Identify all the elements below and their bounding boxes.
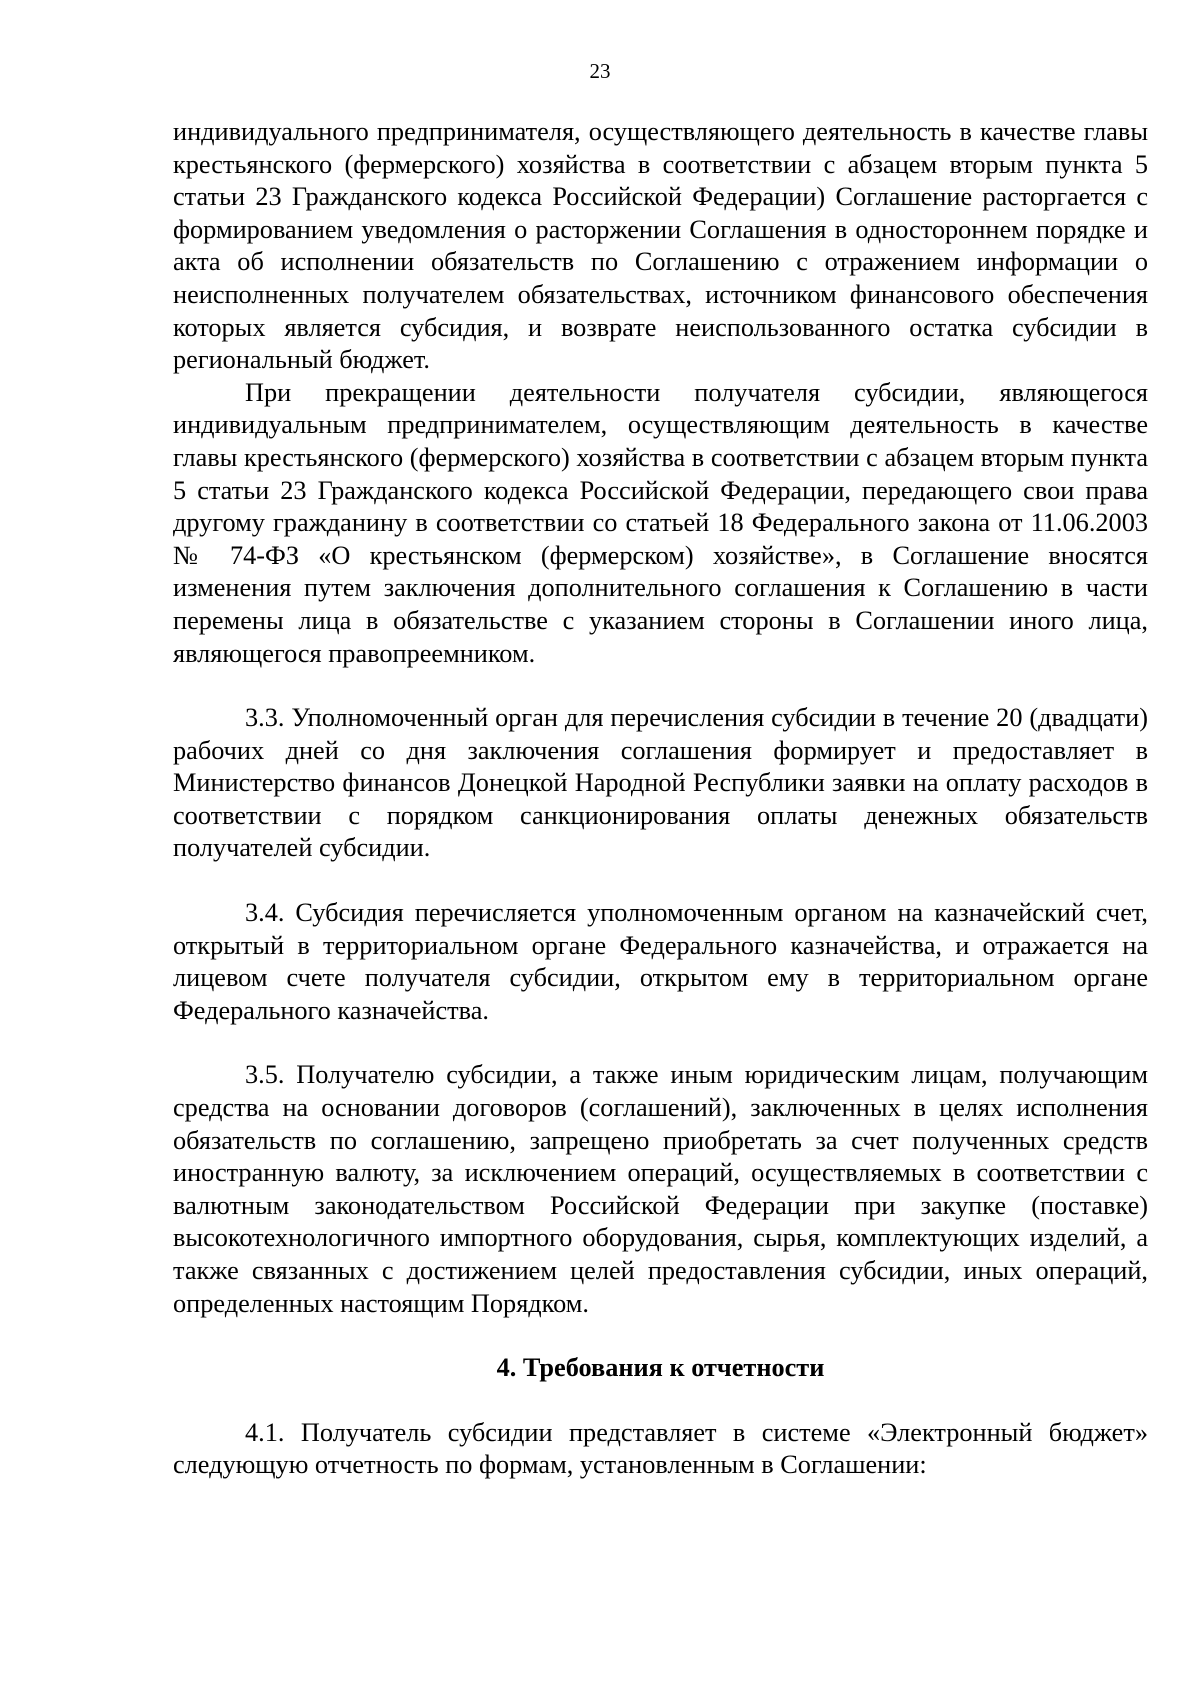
document-body [173,116,1148,1482]
paragraph-continuation: индивидуального предпринимателя, осуществляющего деятельность в качестве главы крестьянского (фермерского) хозяйства в соответствии с абзацем вторым пункта 5 статьи 23 Гражданского кодекса Российской Федерации) Соглашение расторгается с формированием уведомления о расторжении Соглашения в одностороннем порядке и акта об исполнении обязательств по Соглашению с отражением информации о неисполненных получателем обязательствах, источником финансового обеспечения которых является субсидия, и возврате неиспользованного остатка субсидии в региональный бюджет. [173,117,1148,375]
page-number: 23 [589,59,611,83]
paragraph-4-1: 4.1. Получатель субсидии представляет в системе «Электронный бюджет» следующую отчетность по формам, установленным в Соглашении: [173,1417,1148,1480]
paragraph-3-3: 3.3. Уполномоченный орган для перечисления субсидии в течение 20 (двадцати) рабочих дней со дня заключения соглашения формирует и предоставляет в Министерство финансов Донецкой Народной Республики заявки на оплату расходов в соответствии с порядком санкционирования оплаты денежных обязательств получателей субсидии. [173,703,1148,863]
paragraph-termination-farm: При прекращении деятельности получателя субсидии, являющегося индивидуальным предпринимателем, осуществляющим деятельность в качестве главы крестьянского (фермерского) хозяйства в соответствии с абзацем вторым пункта 5 статьи 23 Гражданского кодекса Российской Федерации, передающего свои права другому гражданину в соответствии со статьей 18 Федерального закона от 11.06.2003 № 74-ФЗ «О крестьянском (фермерском) хозяйстве», в Соглашение вносятся изменения путем заключения дополнительного соглашения к Соглашению в части перемены лица в обязательстве с указанием стороны в Соглашении иного лица, являющегося правопреемником. [173,377,1148,668]
paragraph-3-4: 3.4. Субсидия перечисляется уполномоченным органом на казначейский счет, открытый в территориальном органе Федерального казначейства, и отражается на лицевом счете получателя субсидии, открытом ему в территориальном органе Федерального казначейства. [173,898,1148,1025]
paragraph-3-5: 3.5. Получателю субсидии, а также иным юридическим лицам, получающим средства на основании договоров (соглашений), заключенных в целях исполнения обязательств по соглашению, запрещено приобретать за счет полученных средств иностранную валюту, за исключением операций, осуществляемых в соответствии с валютным законодательством Российской Федерации при закупке (поставке) высокотехнологичного импортного оборудования, сырья, комплектующих изделий, а также связанных с достижением целей предоставления субсидии, иных операций, определенных настоящим Порядком. [173,1060,1148,1318]
section-4-heading: 4. Требования к отчетности [496,1353,825,1383]
